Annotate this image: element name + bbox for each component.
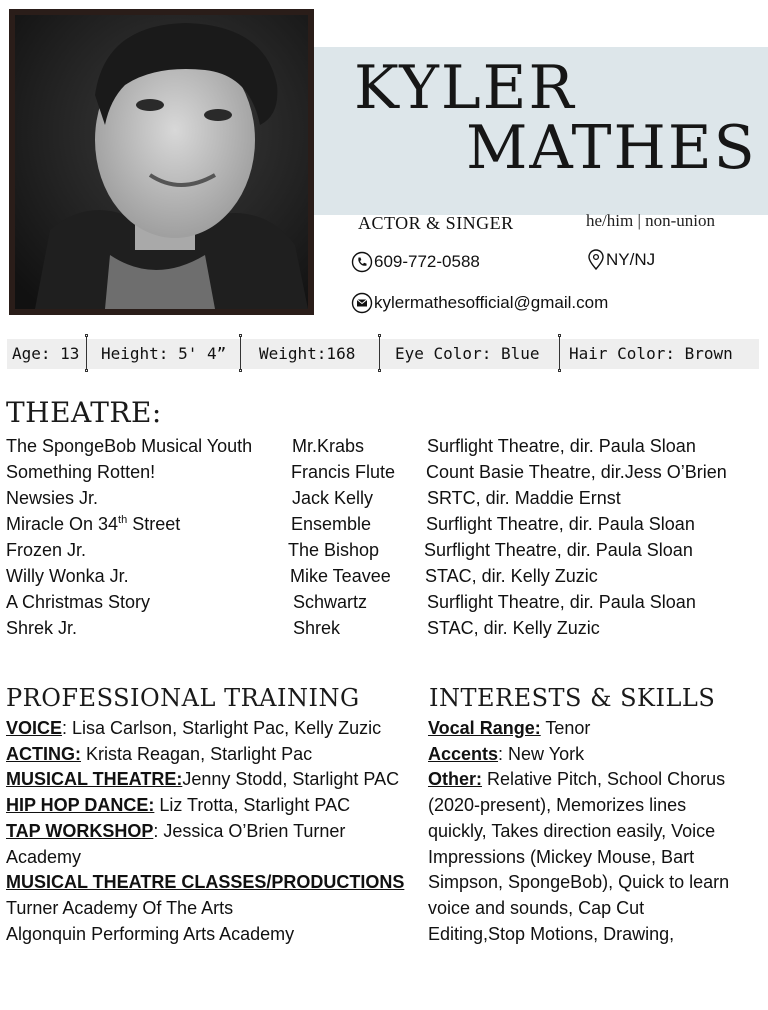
training-class-item: Turner Academy Of The Arts <box>6 897 234 918</box>
training-tap-cont: Academy <box>6 846 82 867</box>
first-name: KYLER <box>354 53 576 123</box>
theatre-section-title: THEATRE: <box>6 396 162 429</box>
phone-number: 609-772-0588 <box>374 252 480 271</box>
pronouns: he/him | non-union <box>586 211 716 230</box>
skill-vocal-range: Vocal Range: Tenor <box>428 718 591 738</box>
role-title: ACTOR & SINGER <box>358 213 514 233</box>
email-address: kylermathesofficial@gmail.com <box>374 293 609 312</box>
training-classes-heading: MUSICAL THEATRE CLASSES/PRODUCTIONS <box>6 872 405 893</box>
credit-show: Miracle On 34th Street <box>6 514 181 534</box>
skill-other-line: voice and sounds, Cap Cut <box>428 897 645 918</box>
stats-bar <box>7 339 759 369</box>
credit-show: Frozen Jr. <box>6 540 87 560</box>
credit-role: Shrek <box>293 618 341 638</box>
training-list <box>6 716 411 947</box>
credit-show: A Christmas Story <box>6 592 151 612</box>
credit-role: Schwartz <box>293 592 368 612</box>
training-tap: TAP WORKSHOP: Jessica O’Brien Turner <box>6 820 346 841</box>
phone-icon <box>351 251 373 273</box>
credit-venue: Surflight Theatre, dir. Paula Sloan <box>427 436 696 456</box>
skill-other-line: Simpson, SpongeBob), Quick to learn <box>428 872 730 893</box>
phone-contact[interactable] <box>351 251 480 273</box>
stat-height: Height: 5' 4” <box>101 344 227 363</box>
credit-role: Mr.Krabs <box>292 436 365 456</box>
credit-role: Francis Flute <box>291 462 396 482</box>
credit-venue: SRTC, dir. Maddie Ernst <box>427 488 621 508</box>
location-text: NY/NJ <box>606 250 656 269</box>
skill-other: Other: Relative Pitch, School Chorus <box>428 769 726 790</box>
headshot-photo <box>9 9 314 315</box>
email-icon <box>351 292 373 314</box>
credit-role: Jack Kelly <box>292 488 374 508</box>
credit-show: The SpongeBob Musical Youth <box>6 436 253 456</box>
credit-show: Newsies Jr. <box>6 488 99 508</box>
location-pin-icon <box>587 249 605 271</box>
skill-accents: Accents: New York <box>428 743 585 764</box>
headshot-image <box>15 15 308 309</box>
stat-hair-color: Hair Color: Brown <box>569 344 733 363</box>
stat-weight: Weight:168 <box>259 344 356 363</box>
skills-list <box>428 716 758 947</box>
credit-venue: Count Basie Theatre, dir.Jess O’Brien <box>426 462 727 482</box>
training-voice: VOICE: Lisa Carlson, Starlight Pac, Kelly Zuzic <box>6 718 382 738</box>
training-section-title: PROFESSIONAL TRAINING <box>6 684 360 712</box>
skill-other-line: Impressions (Mickey Mouse, Bart <box>428 846 695 867</box>
credit-show: Something Rotten! <box>6 462 156 482</box>
stat-eye-color: Eye Color: Blue <box>395 344 540 363</box>
stat-age: Age: 13 <box>12 344 80 363</box>
training-acting: ACTING: Krista Reagan, Starlight Pac <box>6 743 313 764</box>
credit-role: Ensemble <box>291 514 372 534</box>
skills-section-title: INTERESTS & SKILLS <box>429 684 716 712</box>
credit-role: The Bishop <box>288 540 380 560</box>
last-name: MATHES <box>466 113 757 183</box>
training-class-item: Algonquin Performing Arts Academy <box>6 923 295 944</box>
location-contact <box>587 249 655 271</box>
credit-venue: Surflight Theatre, dir. Paula Sloan <box>424 540 693 560</box>
credit-venue: Surflight Theatre, dir. Paula Sloan <box>426 514 695 534</box>
credit-show: Willy Wonka Jr. <box>6 566 129 586</box>
skill-other-line: Editing,Stop Motions, Drawing, <box>428 923 675 944</box>
stat-divider <box>558 334 561 372</box>
credit-role: Mike Teavee <box>290 566 391 586</box>
credit-venue: STAC, dir. Kelly Zuzic <box>425 566 598 586</box>
skill-other-line: quickly, Takes direction easily, Voice <box>428 820 716 841</box>
stat-divider <box>378 334 381 372</box>
credit-venue: STAC, dir. Kelly Zuzic <box>427 618 600 638</box>
skill-other-line: (2020-present), Memorizes lines <box>428 795 687 816</box>
stat-divider <box>85 334 88 372</box>
email-contact[interactable] <box>351 292 608 314</box>
training-musical-theatre: MUSICAL THEATRE:Jenny Stodd, Starlight PAC <box>6 769 400 790</box>
credit-venue: Surflight Theatre, dir. Paula Sloan <box>427 592 696 612</box>
training-hip-hop: HIP HOP DANCE: Liz Trotta, Starlight PAC <box>6 795 351 816</box>
credit-show: Shrek Jr. <box>6 618 78 638</box>
stat-divider <box>239 334 242 372</box>
